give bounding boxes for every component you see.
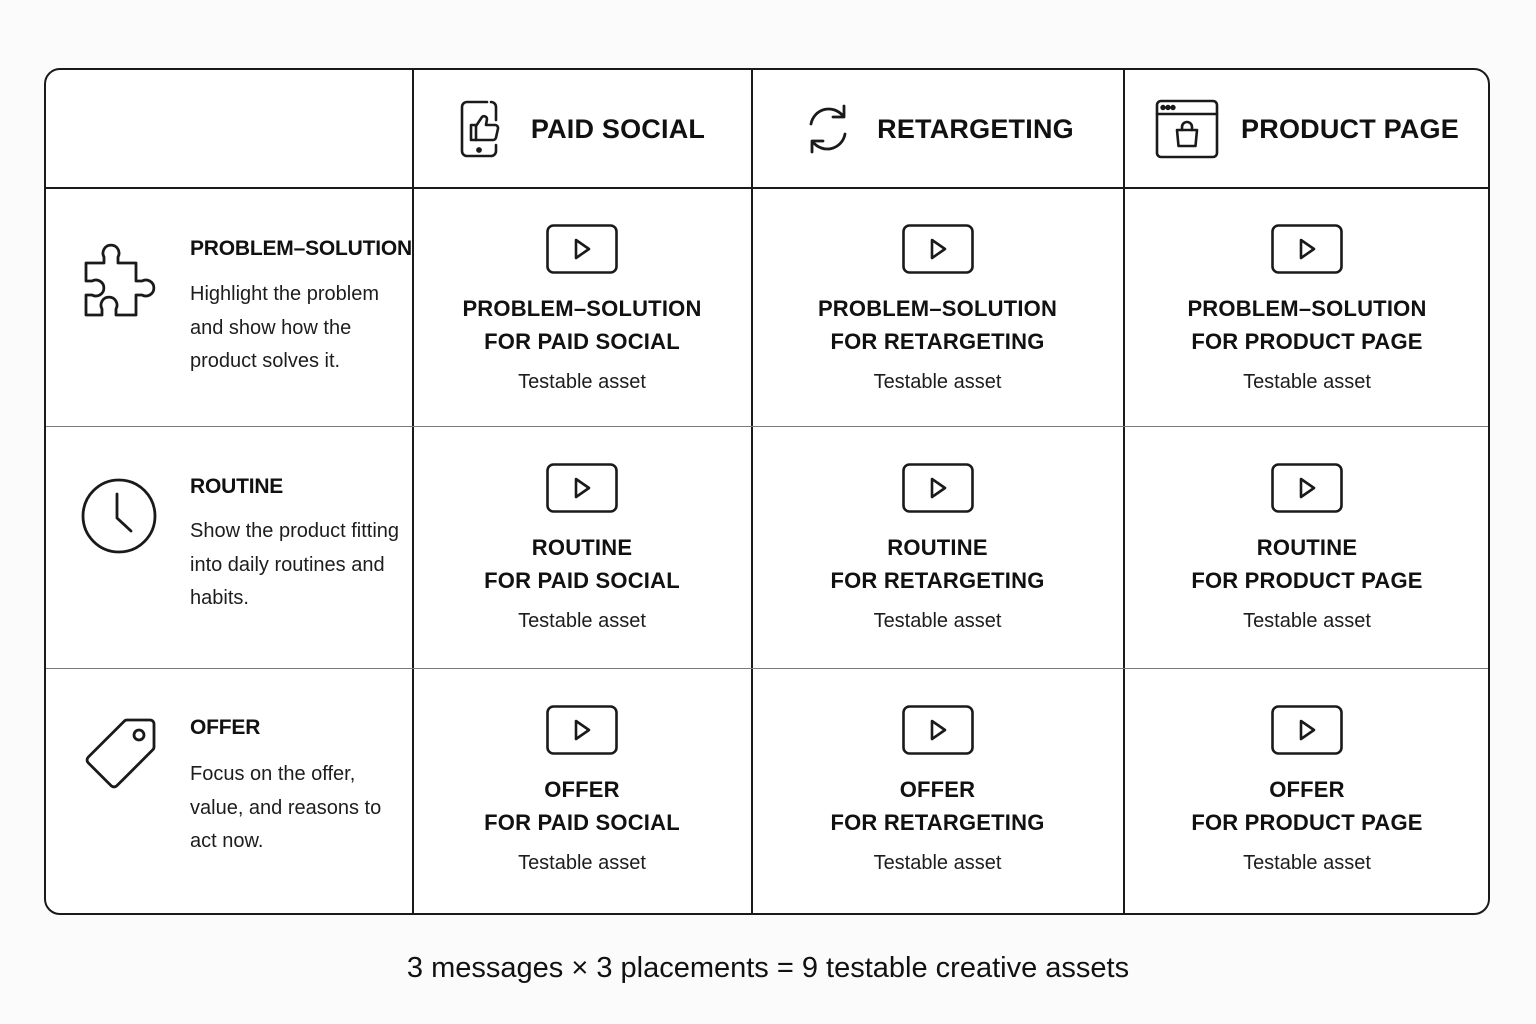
- asset-title: [413, 532, 751, 597]
- play-button-icon: [546, 705, 618, 760]
- asset-placement: FOR PRODUCT PAGE: [1191, 567, 1423, 593]
- asset-title: [752, 293, 1123, 358]
- play-button-icon: [1271, 463, 1343, 518]
- asset-cell-problem-solution-product-page: [1124, 189, 1490, 426]
- asset-subtitle: Testable asset: [518, 371, 646, 393]
- asset-title: [1124, 532, 1490, 597]
- asset-message: PROBLEM–SOLUTION: [462, 296, 702, 321]
- asset-message: PROBLEM–SOLUTION: [817, 296, 1058, 321]
- row-description: Focus on the offer, value, and reasons to act now.: [190, 763, 382, 852]
- asset-message: OFFER: [1269, 777, 1345, 802]
- play-button-icon: [1271, 705, 1343, 760]
- asset-message: OFFER: [899, 777, 976, 802]
- play-button-icon: [1271, 224, 1343, 279]
- asset-cell-problem-solution-paid-social: [413, 189, 751, 426]
- play-button-icon: [902, 463, 974, 518]
- asset-subtitle: Testable asset: [1243, 371, 1371, 393]
- asset-title: [752, 774, 1123, 839]
- phone-thumbs-up-icon: [459, 98, 509, 160]
- asset-title: [1124, 774, 1490, 839]
- asset-cell-problem-solution-retargeting: [752, 189, 1123, 426]
- asset-cell-routine-retargeting: [752, 428, 1123, 668]
- asset-title: [413, 774, 751, 839]
- asset-message: ROUTINE: [531, 535, 633, 560]
- row-header-problem-solution: [46, 189, 413, 426]
- asset-placement: FOR PRODUCT PAGE: [1191, 809, 1423, 835]
- asset-subtitle: Testable asset: [518, 610, 646, 632]
- puzzle-piece-icon: [80, 237, 160, 326]
- message-placement-matrix: [44, 68, 1490, 915]
- asset-message: ROUTINE: [1256, 535, 1358, 560]
- row-header-offer: [46, 670, 413, 915]
- asset-subtitle: Testable asset: [873, 852, 1002, 874]
- play-button-icon: [546, 224, 618, 279]
- column-label: RETARGETING: [877, 113, 1074, 144]
- play-button-icon: [902, 224, 974, 279]
- asset-message: ROUTINE: [887, 535, 988, 560]
- asset-subtitle: Testable asset: [1243, 610, 1371, 632]
- asset-placement: FOR RETARGETING: [830, 328, 1045, 354]
- asset-subtitle: Testable asset: [518, 852, 646, 874]
- asset-placement: FOR PAID SOCIAL: [484, 328, 680, 354]
- asset-subtitle: Testable asset: [1243, 852, 1371, 874]
- asset-title: [413, 293, 751, 358]
- asset-subtitle: Testable asset: [873, 371, 1002, 393]
- asset-subtitle: Testable asset: [873, 610, 1002, 632]
- row-title: PROBLEM–SOLUTION: [190, 237, 412, 260]
- column-label: PRODUCT PAGE: [1241, 113, 1459, 144]
- asset-message: OFFER: [544, 777, 620, 802]
- row-description: Highlight the problem and show how the product solves it.: [190, 283, 379, 372]
- asset-placement: FOR RETARGETING: [830, 567, 1045, 593]
- grid-divider: [46, 668, 1488, 669]
- row-description: Show the product fitting into daily routines and habits.: [190, 520, 400, 609]
- asset-title: [752, 532, 1123, 597]
- asset-cell-offer-product-page: [1124, 670, 1490, 915]
- asset-placement: FOR PRODUCT PAGE: [1191, 328, 1423, 354]
- browser-shopping-bag-icon: [1155, 98, 1219, 160]
- asset-placement: FOR RETARGETING: [830, 809, 1045, 835]
- play-button-icon: [902, 705, 974, 760]
- asset-title: [1124, 293, 1490, 358]
- asset-cell-offer-paid-social: [413, 670, 751, 915]
- row-title: OFFER: [190, 716, 261, 739]
- row-header-routine: [46, 428, 413, 668]
- asset-placement: FOR PAID SOCIAL: [484, 809, 680, 835]
- refresh-cycle-icon: [801, 100, 855, 158]
- grid-divider: [46, 426, 1488, 427]
- asset-placement: FOR PAID SOCIAL: [484, 567, 680, 593]
- row-title: ROUTINE: [190, 475, 284, 498]
- asset-cell-routine-product-page: [1124, 428, 1490, 668]
- price-tag-icon: [80, 716, 160, 801]
- play-button-icon: [546, 463, 618, 518]
- column-header-retargeting: [752, 70, 1123, 188]
- asset-cell-offer-retargeting: [752, 670, 1123, 915]
- asset-message: PROBLEM–SOLUTION: [1187, 296, 1427, 321]
- column-header-product-page: [1124, 70, 1490, 188]
- asset-cell-routine-paid-social: [413, 428, 751, 668]
- column-label: PAID SOCIAL: [530, 113, 706, 144]
- clock-icon: [80, 477, 158, 560]
- column-header-paid-social: [413, 70, 751, 188]
- summary-caption: 3 messages × 3 placements = 9 testable creative assets: [406, 952, 1130, 984]
